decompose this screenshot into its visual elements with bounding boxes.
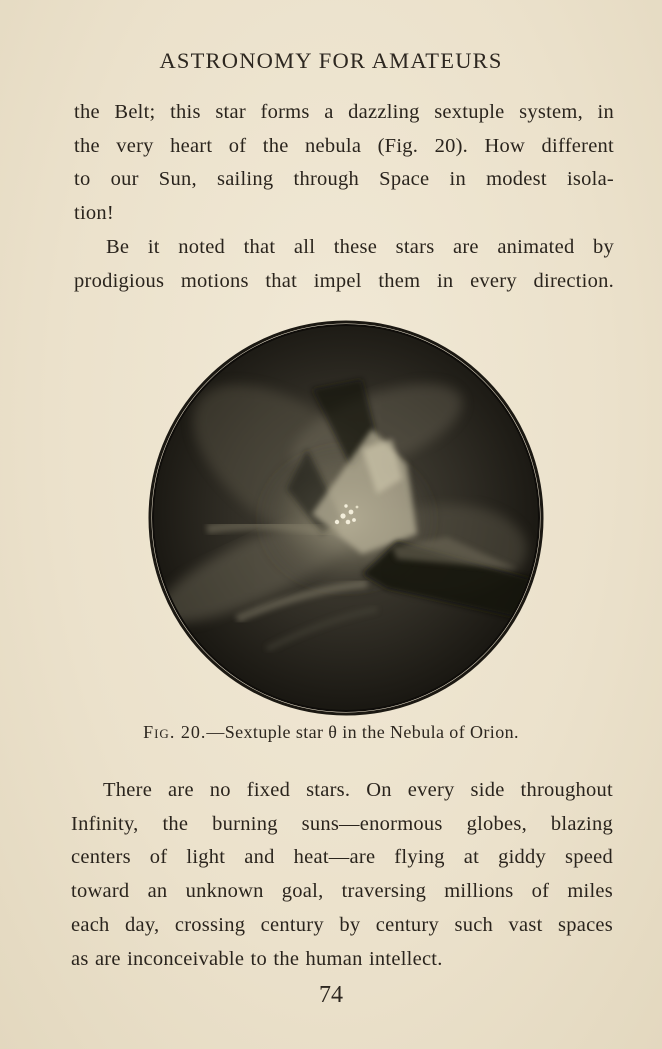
nebula-drawing (147, 319, 545, 717)
paragraph-belt-sextuple (74, 96, 614, 231)
star (356, 506, 359, 509)
figure-caption (0, 722, 662, 743)
text-line: each day, crossing century by century such vast spaces (71, 913, 613, 936)
paragraph-motions (74, 231, 614, 298)
text-line: toward an unknown goal, traversing millions of miles (71, 880, 613, 903)
page-number: 74 (319, 982, 343, 1008)
star (344, 504, 347, 507)
star (346, 520, 351, 525)
text-line: Be it noted that all these stars are animated by (106, 236, 614, 258)
star (352, 518, 356, 522)
star (335, 520, 339, 524)
star (340, 513, 345, 518)
text-line: as are inconceivable to the human intellect. (71, 947, 443, 970)
text-line: tion! (74, 202, 114, 225)
star (349, 510, 354, 515)
figure-caption-text: —Sextuple star θ in the Nebula of Orion. (206, 722, 519, 742)
text-line: the Belt; this star forms a dazzling sextuple system, in (74, 101, 614, 123)
paragraph-no-fixed-stars (71, 774, 613, 976)
text-line: to our Sun, sailing through Space in modest isola- (74, 168, 614, 191)
running-header: ASTRONOMY FOR AMATEURS (159, 48, 503, 73)
figure-label: Fig. 20. (143, 722, 207, 742)
text-line: prodigious motions that impel them in every direction. (74, 269, 614, 292)
text-line: the very heart of the nebula (Fig. 20). How different (74, 134, 614, 157)
text-line: Infinity, the burning suns—enormous globes, blazing (71, 812, 613, 835)
text-line: There are no fixed stars. On every side throughout (103, 779, 613, 801)
orion-nebula-illustration (147, 319, 545, 717)
text-line: centers of light and heat—are flying at giddy speed (71, 846, 613, 869)
